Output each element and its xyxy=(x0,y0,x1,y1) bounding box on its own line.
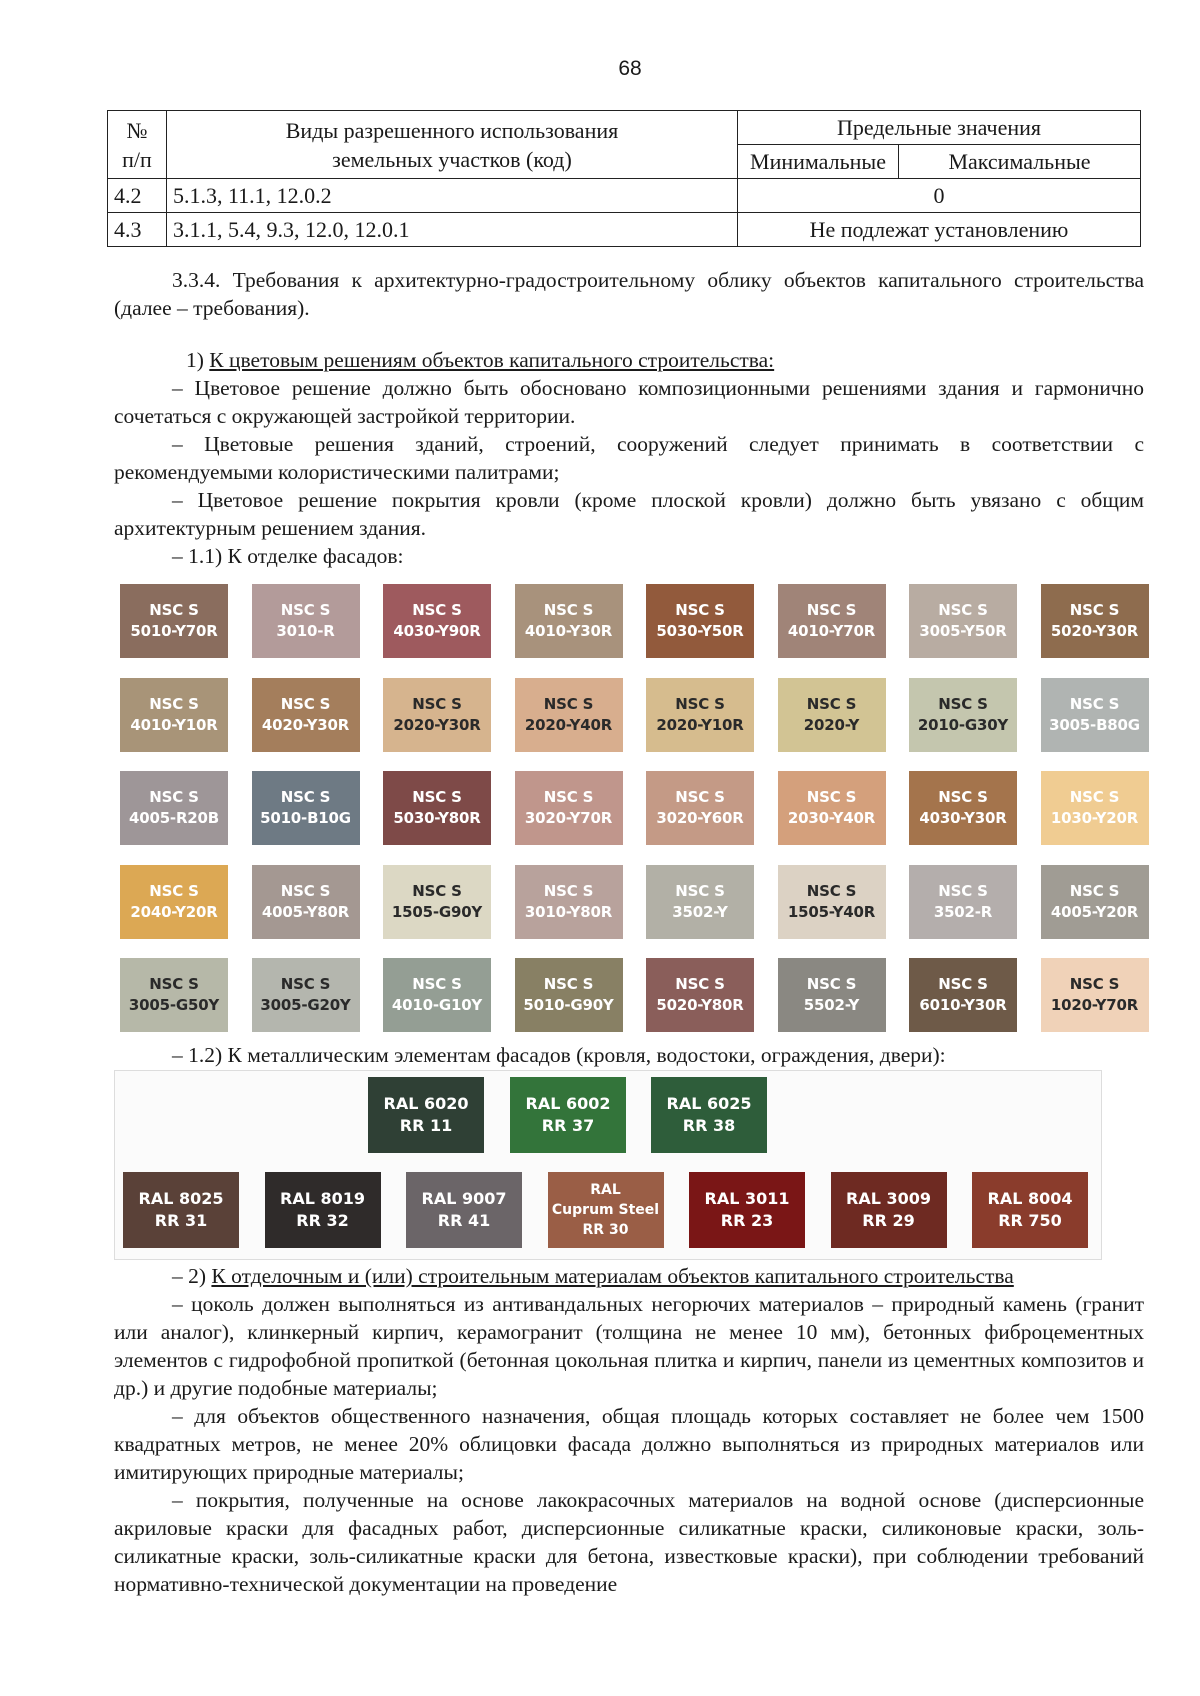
item-2-prefix: – 2) xyxy=(172,1264,212,1288)
item-2-title: К отделочным и (или) строительным материалам объектов капитального строительства xyxy=(211,1264,1014,1288)
color-swatch xyxy=(778,771,886,845)
color-swatch xyxy=(646,771,754,845)
swatch-code: 5030-Y50R xyxy=(656,622,744,640)
page-number: 68 xyxy=(618,57,642,80)
color-swatch xyxy=(515,958,623,1032)
metal-swatch-label: RAL 3011 xyxy=(704,1189,790,1208)
metal-swatch xyxy=(265,1172,381,1248)
metal-swatch-label: RAL 3009 xyxy=(846,1189,931,1208)
swatch-code-prefix: NSC S xyxy=(543,975,594,993)
swatch-code-prefix: NSC S xyxy=(412,975,462,993)
swatch-code-prefix: NSC S xyxy=(1069,788,1120,806)
color-swatch xyxy=(383,865,491,939)
item-1-prefix: 1) xyxy=(186,348,210,372)
swatch-code: 5502-Y xyxy=(803,996,860,1014)
color-swatch xyxy=(120,771,228,845)
color-swatch xyxy=(252,678,360,752)
color-swatch xyxy=(1041,584,1149,658)
color-swatch xyxy=(252,771,360,845)
swatch-code: 1505-G90Y xyxy=(391,902,483,921)
metal-swatch-label: RAL 8025 xyxy=(138,1189,224,1208)
metal-swatch xyxy=(368,1077,484,1153)
swatch-code: 1505-Y40R xyxy=(787,902,876,921)
color-swatch xyxy=(778,958,886,1032)
swatch-code: 2040-Y20R xyxy=(130,902,218,921)
sub-1-1-facades: – 1.1) К отделке фасадов: xyxy=(172,544,404,568)
swatch-code-prefix: NSC S xyxy=(412,788,462,806)
swatch-code: 3010-Y80R xyxy=(524,902,613,921)
metal-swatch-label: RR 11 xyxy=(399,1116,453,1135)
swatch-code-prefix: NSC S xyxy=(280,694,331,713)
header-limits: Предельные значения xyxy=(738,111,1141,145)
swatch-code: 4010-G10Y xyxy=(391,996,483,1014)
color-swatch xyxy=(909,865,1017,939)
swatch-code: 3020-Y60R xyxy=(656,809,744,827)
swatch-code-prefix: NSC S xyxy=(675,881,725,900)
swatch-code-prefix: NSC S xyxy=(280,975,331,993)
row-num: 4.2 xyxy=(108,179,167,213)
color-swatch xyxy=(515,771,623,845)
color-swatch xyxy=(515,584,623,658)
color-swatch xyxy=(909,678,1017,752)
swatch-code: 6010-Y30R xyxy=(919,996,1007,1014)
color-swatch xyxy=(120,678,228,752)
swatch-code: 4020-Y30R xyxy=(261,715,350,734)
swatch-code-prefix: NSC S xyxy=(938,788,988,806)
swatch-code: 4005-Y80R xyxy=(261,902,350,921)
header-kind-line2: земельных участков (код) xyxy=(332,146,572,172)
item-1-title: К цветовым решениям объектов капитального строительства: xyxy=(209,348,775,372)
swatch-code-prefix: NSC S xyxy=(675,975,725,993)
color-swatch xyxy=(1041,678,1149,752)
metal-swatch xyxy=(831,1172,947,1248)
color-swatch xyxy=(120,865,228,939)
table-row xyxy=(108,179,1141,213)
swatch-code: 3010-R xyxy=(276,622,335,640)
swatch-code: 5020-Y30R xyxy=(1050,622,1139,640)
metal-swatch-label: RAL 6002 xyxy=(525,1094,611,1113)
color-swatch xyxy=(252,958,360,1032)
metal-swatch-label: RR 32 xyxy=(296,1211,349,1230)
swatch-code: 3020-Y70R xyxy=(524,809,613,827)
swatch-code: 2020-Y xyxy=(803,715,860,734)
swatch-code: 3502-Y xyxy=(672,902,728,921)
swatch-code-prefix: NSC S xyxy=(806,601,857,619)
swatch-code-prefix: NSC S xyxy=(938,975,988,993)
swatch-code-prefix: NSC S xyxy=(1069,881,1120,900)
bullet-public-buildings: – для объектов общественного назначения, общая площадь которых составляет не более чем 1500 квадратных метров, не менее 20% облицовки фасада должно выполняться из природных материалов или имитирующих природные материалы; xyxy=(114,1404,1144,1484)
color-swatch xyxy=(383,584,491,658)
swatch-code-prefix: NSC S xyxy=(543,694,594,713)
swatch-code: 3005-Y50R xyxy=(919,622,1007,640)
swatch-code-prefix: NSC S xyxy=(675,601,725,619)
color-swatch xyxy=(778,865,886,939)
row-num: 4.3 xyxy=(108,213,167,247)
swatch-code: 2010-G30Y xyxy=(917,715,1009,734)
row-codes: 3.1.1, 5.4, 9.3, 12.0, 12.0.1 xyxy=(167,213,738,247)
metal-swatch-label: RAL 8019 xyxy=(280,1189,365,1208)
swatch-code-prefix: NSC S xyxy=(675,694,725,713)
item-1-heading xyxy=(114,346,1144,374)
header-kind xyxy=(167,111,738,179)
color-swatch xyxy=(1041,771,1149,845)
swatch-code-prefix: NSC S xyxy=(543,881,594,900)
metal-swatch-label: RR 23 xyxy=(720,1211,774,1230)
swatch-code: 5030-Y80R xyxy=(393,809,481,827)
swatch-code-prefix: NSC S xyxy=(280,881,331,900)
swatch-code-prefix: NSC S xyxy=(412,881,462,900)
swatch-code-prefix: NSC S xyxy=(149,975,199,993)
swatch-code: 4005-R20B xyxy=(128,809,220,827)
metal-swatch-label: Cuprum Steel xyxy=(551,1202,660,1218)
swatch-code-prefix: NSC S xyxy=(543,788,594,806)
swatch-code: 1020-Y70R xyxy=(1050,996,1139,1014)
color-swatch xyxy=(120,584,228,658)
color-swatch xyxy=(383,771,491,845)
color-swatch xyxy=(252,865,360,939)
metal-swatch-label: RR 31 xyxy=(154,1211,208,1230)
swatch-code-prefix: NSC S xyxy=(806,694,857,713)
swatch-code-prefix: NSC S xyxy=(806,975,857,993)
swatch-code-prefix: NSC S xyxy=(280,601,331,619)
swatch-code: 3005-G50Y xyxy=(128,996,220,1014)
row-value: Не подлежат установлению xyxy=(738,213,1141,247)
swatch-code: 4010-Y10R xyxy=(130,715,218,734)
swatch-code-prefix: NSC S xyxy=(149,694,199,713)
limits-table xyxy=(107,110,1141,247)
metal-swatch-label: RAL 6025 xyxy=(666,1094,752,1113)
color-swatch xyxy=(383,958,491,1032)
color-swatch xyxy=(120,958,228,1032)
color-swatch xyxy=(383,678,491,752)
bullet-plinth: – цоколь должен выполняться из антивандальных негорючих материалов – природный камень (гранит или аналог), клинкерный кирпич, керамогранит (толщина не менее 10 мм), бетонных фиброцементных элементов с гидрофобной пропиткой (бетонная цокольная плитка и кирпич, панели из цементных композитов и др.) и другие подобные материалы; xyxy=(114,1292,1144,1400)
color-swatch xyxy=(778,678,886,752)
metal-swatch xyxy=(548,1172,664,1248)
color-swatch xyxy=(646,584,754,658)
swatch-code: 3502-R xyxy=(933,902,993,921)
swatch-code-prefix: NSC S xyxy=(1069,694,1120,713)
bullet-palettes: – Цветовые решения зданий, строений, сооружений следует принимать в соответствии с рекомендуемыми колористическими палитрами; xyxy=(114,432,1144,484)
header-max: Максимальные xyxy=(899,145,1141,179)
metal-swatch xyxy=(972,1172,1088,1248)
header-min: Минимальные xyxy=(738,145,899,179)
metal-swatch-label: RAL 8004 xyxy=(987,1189,1073,1208)
metal-swatch-label: RR 29 xyxy=(862,1211,915,1230)
color-swatch xyxy=(515,865,623,939)
color-swatch xyxy=(778,584,886,658)
swatch-code: 5010-Y70R xyxy=(130,622,218,640)
swatch-code: 4010-Y70R xyxy=(787,622,876,640)
color-swatch xyxy=(646,958,754,1032)
color-requirements xyxy=(114,346,1144,570)
swatch-code-prefix: NSC S xyxy=(806,881,857,900)
swatch-code-prefix: NSC S xyxy=(149,881,199,900)
metal-swatch-label: RAL 9007 xyxy=(421,1189,507,1208)
row-codes: 5.1.3, 11.1, 12.0.2 xyxy=(167,179,738,213)
metal-swatch xyxy=(689,1172,805,1248)
swatch-code: 5010-B10G xyxy=(260,809,351,827)
swatch-code-prefix: NSC S xyxy=(412,694,462,713)
color-swatch xyxy=(909,584,1017,658)
swatch-code-prefix: NSC S xyxy=(675,788,725,806)
swatch-code-prefix: NSC S xyxy=(412,601,462,619)
table-row xyxy=(108,213,1141,247)
color-swatch xyxy=(1041,958,1149,1032)
swatch-code: 5010-G90Y xyxy=(523,996,614,1014)
swatch-code-prefix: NSC S xyxy=(149,788,199,806)
swatch-code: 2030-Y40R xyxy=(787,809,876,827)
swatch-code: 4030-Y90R xyxy=(393,622,481,640)
swatch-code: 2020-Y40R xyxy=(524,715,613,734)
swatch-code: 3005-B80G xyxy=(1049,715,1140,734)
metal-swatch-label: RAL 6020 xyxy=(383,1094,469,1113)
header-kind-line1: Виды разрешенного использования xyxy=(285,117,619,143)
swatch-code-prefix: NSC S xyxy=(280,788,331,806)
swatch-code-prefix: NSC S xyxy=(938,601,988,619)
metal-swatch xyxy=(123,1172,239,1248)
swatch-code: 3005-G20Y xyxy=(260,996,351,1014)
sub-1-2-metal xyxy=(114,1041,1144,1069)
swatch-code-prefix: NSC S xyxy=(1069,975,1120,993)
metal-swatch-label: RR 37 xyxy=(541,1116,595,1135)
bullet-roof: – Цветовое решение покрытия кровли (кроме плоской кровли) должно быть увязано с общим архитектурным решением здания. xyxy=(114,488,1144,540)
color-swatch xyxy=(909,958,1017,1032)
swatch-code-prefix: NSC S xyxy=(938,694,988,713)
color-swatch xyxy=(515,678,623,752)
color-swatch xyxy=(909,771,1017,845)
color-swatch xyxy=(1041,865,1149,939)
metal-swatch-label: RR 30 xyxy=(582,1222,629,1238)
header-number: № п/п xyxy=(108,111,167,179)
metal-swatch-label: RR 41 xyxy=(437,1211,491,1230)
swatch-code: 5020-Y80R xyxy=(656,996,744,1014)
paragraph-3-3-4: 3.3.4. Требования к архитектурно-градостроительному облику объектов капитального строительства (далее – требования). xyxy=(114,268,1144,320)
swatch-code: 2020-Y30R xyxy=(393,715,481,734)
sub-1-2-label: – 1.2) К металлическим элементам фасадов (кровля, водостоки, ограждения, двери): xyxy=(172,1043,946,1067)
metal-swatch xyxy=(510,1077,626,1153)
swatch-code: 4030-Y30R xyxy=(919,809,1007,827)
bullet-composition: – Цветовое решение должно быть обосновано композиционными решениями здания и гармонично сочетаться с окружающей застройкой территории. xyxy=(114,376,1144,428)
swatch-code-prefix: NSC S xyxy=(149,601,199,619)
metal-swatch xyxy=(651,1077,767,1153)
swatch-code: 2020-Y10R xyxy=(656,715,744,734)
swatch-code-prefix: NSC S xyxy=(543,601,594,619)
materials-requirements xyxy=(114,1262,1144,1598)
color-swatch xyxy=(646,678,754,752)
metal-swatch-label: RR 38 xyxy=(682,1116,736,1135)
metal-swatch xyxy=(406,1172,522,1248)
swatch-code-prefix: NSC S xyxy=(1069,601,1120,619)
color-swatch xyxy=(646,865,754,939)
row-value: 0 xyxy=(738,179,1141,213)
swatch-code: 4005-Y20R xyxy=(1050,902,1139,921)
swatch-code: 1030-Y20R xyxy=(1050,809,1139,827)
metal-swatch-label: RAL xyxy=(590,1182,621,1198)
swatch-code: 4010-Y30R xyxy=(524,622,613,640)
item-2-heading xyxy=(114,1262,1144,1290)
bullet-coatings: – покрытия, полученные на основе лакокрасочных материалов на водной основе (дисперсионные акриловые краски для фасадных работ, дисперсионные силикатные краски, силиконовые краски, золь-силикатные краски, золь-силикатные краски для бетона, известковые краски), при соблюдении требований нормативно-технической документации на проведение xyxy=(114,1488,1144,1596)
color-swatch xyxy=(252,584,360,658)
metal-swatch-label: RR 750 xyxy=(998,1211,1062,1230)
swatch-code-prefix: NSC S xyxy=(806,788,857,806)
requirements-intro xyxy=(114,266,1144,322)
swatch-code-prefix: NSC S xyxy=(938,881,988,900)
